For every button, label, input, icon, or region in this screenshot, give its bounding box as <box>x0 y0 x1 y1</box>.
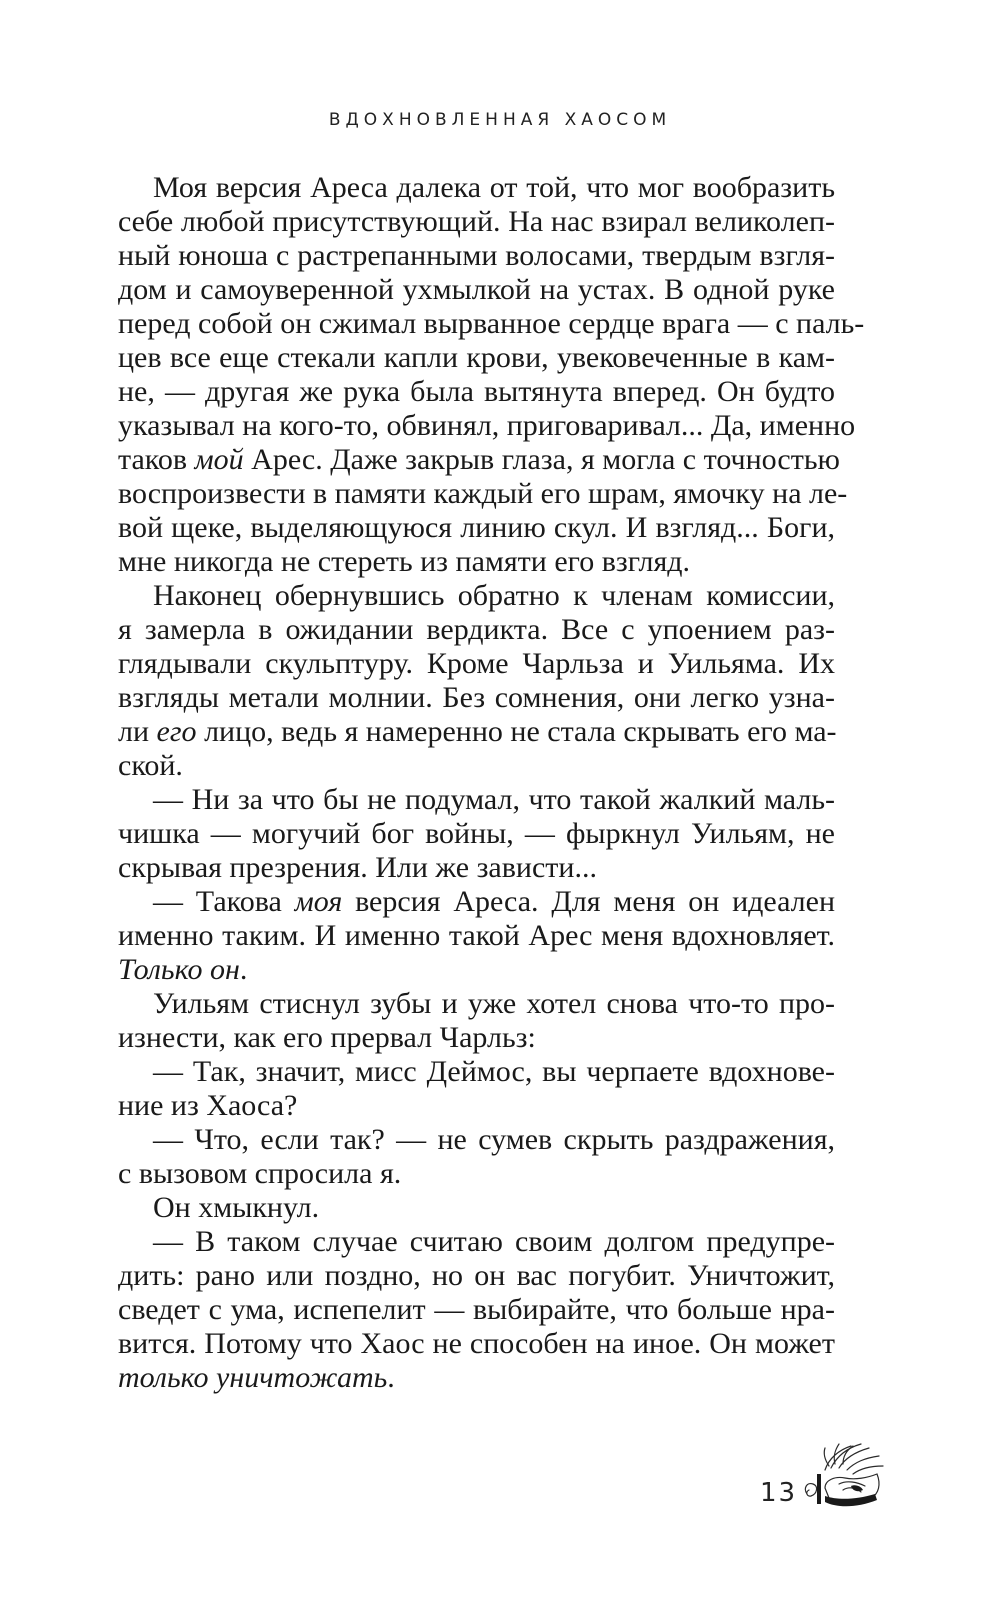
text-line <box>118 647 835 681</box>
text-segment: глядывали скульптуру. Кроме Чарльза и Уильяма. Их <box>118 647 835 680</box>
text-segment: перед собой он сжимал вырванное сердце врага — с паль- <box>118 307 865 340</box>
text-line <box>118 749 835 783</box>
text-line <box>118 817 835 851</box>
text-line <box>118 1021 835 1055</box>
paragraph <box>118 579 835 783</box>
text-segment: ние из Хаоса? <box>118 1089 298 1122</box>
text-line <box>118 205 835 239</box>
text-segment: изнести, как его прервал Чарльз: <box>118 1021 536 1054</box>
text-line <box>118 1361 835 1395</box>
text-line <box>118 545 835 579</box>
text-line <box>118 1327 835 1361</box>
body-text <box>118 171 865 1395</box>
text-segment: взгляды метали молнии. Без сомнения, они легко узна- <box>118 681 835 714</box>
text-segment: — В таком случае считаю своим долгом предупре- <box>153 1225 835 1258</box>
italic-text: Только он <box>118 953 240 986</box>
text-segment: . <box>387 1361 395 1394</box>
text-line <box>118 273 835 307</box>
text-line <box>118 1055 835 1089</box>
paragraph <box>118 885 835 987</box>
text-segment: версия Ареса. Для меня он идеален <box>342 885 836 918</box>
text-segment: лицо, ведь я намеренно не стала скрывать его ма- <box>196 715 837 748</box>
text-segment: — Что, если так? — не сумев скрыть раздражения, <box>153 1123 835 1156</box>
text-segment: . <box>239 953 248 986</box>
text-line <box>118 1259 835 1293</box>
text-segment: ли <box>118 715 157 748</box>
text-line <box>118 885 835 919</box>
text-line <box>118 1293 835 1327</box>
text-segment: сведет с ума, испепелит — выбирайте, что больше нра- <box>118 1293 835 1326</box>
text-line <box>118 783 835 817</box>
text-segment: ской. <box>118 749 183 782</box>
text-line <box>118 1123 835 1157</box>
text-segment: чишка — могучий бог войны, — фыркнул Уильям, не <box>118 817 835 850</box>
text-line <box>118 919 835 953</box>
text-segment: скрывая презрения. Или же зависти... <box>118 851 597 884</box>
text-segment: вится. Потому что Хаос не способен на иное. Он может <box>118 1327 835 1360</box>
paragraph <box>118 987 835 1055</box>
text-segment: дить: рано или поздно, но он вас погубит. Уничтожит, <box>118 1259 835 1292</box>
paragraph <box>118 1123 835 1191</box>
text-line <box>118 477 848 511</box>
text-segment: Он хмыкнул. <box>153 1191 320 1224</box>
text-line <box>118 987 835 1021</box>
text-segment: Наконец обернувшись обратно к членам комиссии, <box>153 579 835 612</box>
text-line <box>118 579 835 613</box>
italic-text: мой <box>194 443 244 476</box>
text-segment: я замерла в ожидании вердикта. Все с упоением раз- <box>118 613 835 646</box>
text-segment: мне никогда не стереть из памяти его взгляд. <box>118 545 691 578</box>
page-flourish-ornament-icon <box>795 1440 890 1520</box>
text-line <box>118 1191 835 1225</box>
text-segment: — Такова <box>153 885 295 918</box>
text-line <box>118 715 835 749</box>
text-line <box>118 1157 835 1191</box>
text-segment: именно таким. И именно такой Арес меня вдохновляет. <box>118 919 835 952</box>
text-segment: дом и самоуверенной ухмылкой на устах. В одной руке <box>118 273 835 306</box>
paragraph <box>118 1225 835 1395</box>
text-line <box>118 307 865 341</box>
text-line <box>118 341 835 375</box>
running-head: ВДОХНОВЛЕННАЯ ХАОСОМ <box>328 110 672 130</box>
text-line <box>118 511 835 545</box>
text-line <box>118 1089 835 1123</box>
text-line <box>118 681 835 715</box>
text-segment: — Ни за что бы не подумал, что такой жалкий маль- <box>153 783 835 816</box>
italic-text: только уничтожать <box>118 1361 388 1394</box>
text-segment: Моя версия Ареса далека от той, что мог вообразить <box>153 171 835 204</box>
text-segment: указывал на кого-то, обвинял, приговаривал... Да, именно <box>118 409 856 442</box>
italic-text: моя <box>294 885 343 918</box>
italic-text: его <box>156 715 197 748</box>
text-line <box>118 613 835 647</box>
paragraph <box>118 171 865 579</box>
text-line <box>118 1225 835 1259</box>
paragraph <box>118 1191 835 1225</box>
text-segment: — Так, значит, мисс Деймос, вы черпаете вдохнове- <box>153 1055 835 1088</box>
text-line <box>118 239 835 273</box>
text-segment: таков <box>118 443 195 476</box>
text-segment: ный юноша с растрепанными волосами, твердым взгля- <box>118 239 835 272</box>
text-line <box>118 953 835 987</box>
text-line <box>118 443 840 477</box>
text-segment: Уильям стиснул зубы и уже хотел снова что-то про- <box>153 987 835 1020</box>
text-segment: себе любой присутствующий. На нас взирал великолеп- <box>118 205 835 238</box>
text-line <box>118 375 835 409</box>
paragraph <box>118 783 835 885</box>
text-segment: вой щеке, выделяющуюся линию скул. И взгляд... Боги, <box>118 511 835 544</box>
text-line <box>118 851 835 885</box>
text-segment: воспроизвести в памяти каждый его шрам, ямочку на ле- <box>118 477 848 510</box>
text-segment: не, — другая же рука была вытянута вперед. Он будто <box>118 375 835 408</box>
paragraph <box>118 1055 835 1123</box>
text-segment: с вызовом спросила я. <box>118 1157 402 1190</box>
text-segment: цев все еще стекали капли крови, увековеченные в кам- <box>118 341 835 374</box>
text-line <box>118 409 856 443</box>
text-segment: Арес. Даже закрыв глаза, я могла с точностью <box>243 443 840 476</box>
page-number: 13 <box>760 1478 798 1508</box>
text-line <box>118 171 835 205</box>
